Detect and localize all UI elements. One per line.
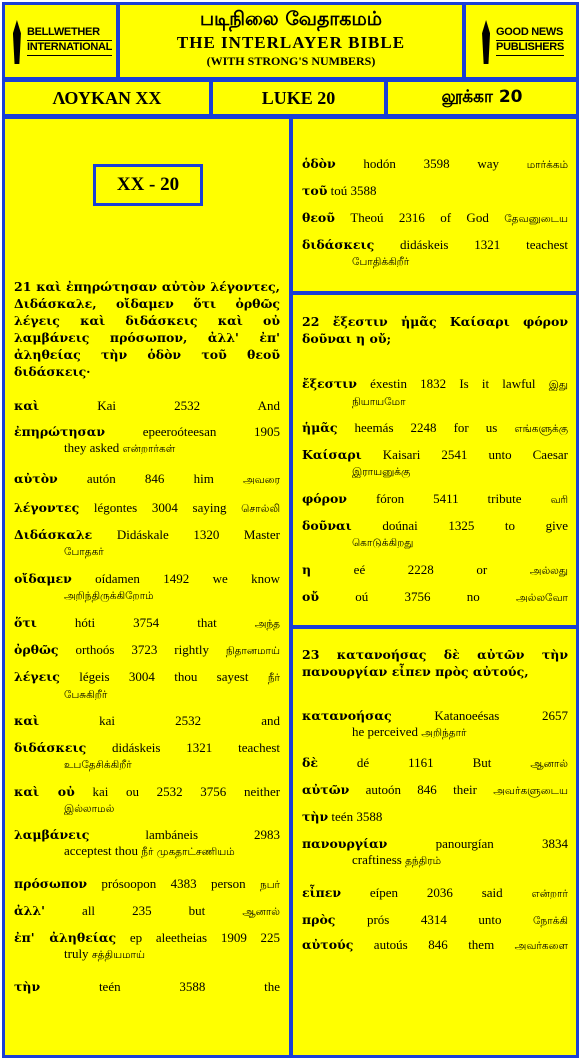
- right-top-entry: [302, 210, 568, 227]
- greek-word: ἔξεστιν: [302, 376, 357, 391]
- transliteration: oídamen: [95, 571, 140, 586]
- tamil-gloss: எங்களுக்கு: [514, 423, 569, 435]
- greek-word: διδάσκεις: [302, 237, 375, 252]
- english-gloss: acceptest thou: [64, 843, 138, 858]
- left-entry: [14, 876, 280, 893]
- left-logo-box: [2, 2, 119, 80]
- english-gloss: neither: [243, 784, 281, 799]
- tamil-gloss: அந்த: [254, 618, 281, 630]
- transliteration: prósoopon: [101, 876, 157, 891]
- left-entry: [14, 827, 280, 860]
- verse-23-text: 23 κατανοήσας δὲ αὐτῶν τὴν πανουργίαν εἶπεν πρὸς αὐτούς,: [302, 647, 568, 679]
- tamil-gloss: போதிக்கிறீர்: [352, 256, 410, 268]
- strong-number: 2248: [410, 420, 437, 435]
- strong-number: 1320: [193, 527, 220, 542]
- right-mid-entry: [302, 376, 568, 410]
- english-gloss: rightly: [174, 642, 209, 657]
- english-gloss: truly: [64, 946, 89, 961]
- english-gloss: or: [476, 562, 488, 577]
- greek-word: δὲ: [302, 755, 318, 770]
- english-gloss: said: [481, 885, 503, 900]
- strong-number: 2657: [542, 708, 569, 723]
- greek-word: πανουργίαν: [302, 836, 388, 851]
- english-gloss: thou sayest: [174, 669, 249, 684]
- gloss-continuation: [302, 534, 568, 551]
- gloss-continuation: [14, 543, 280, 560]
- tamil-gloss: அல்லவோ: [515, 592, 569, 604]
- strong-number: 2532: [174, 398, 201, 413]
- english-gloss: unto Caesar: [488, 447, 569, 462]
- english-gloss: they asked: [64, 440, 120, 455]
- greek-word: θεοῦ: [302, 210, 335, 225]
- tamil-gloss: அறிந்தார்: [421, 727, 467, 739]
- transliteration: didáskeis: [112, 740, 161, 755]
- strong-number: 846: [417, 782, 437, 797]
- strong-number: 2036: [426, 885, 453, 900]
- english-gloss: Is it lawful: [459, 376, 536, 391]
- strong-number: 3834: [542, 836, 569, 851]
- transliteration: hóti: [74, 615, 96, 630]
- tamil-gloss: அறிந்திருக்கிறோம்: [64, 590, 154, 602]
- right-bottom-entry: [302, 809, 568, 825]
- tamil-gloss: நீர் முகதாட்சணியம்: [141, 846, 235, 858]
- gloss-continuation: [14, 440, 280, 457]
- transliteration: hodón: [363, 156, 396, 171]
- good-news-logo: [466, 5, 576, 77]
- english-gloss: of God: [440, 210, 489, 225]
- english-title: THE INTERLAYER BIBLE: [176, 32, 406, 52]
- strong-number: 3588: [179, 979, 206, 994]
- transliteration: éxestin: [370, 376, 407, 391]
- left-entry: [14, 740, 280, 773]
- transliteration: autoón: [365, 782, 401, 797]
- transliteration: autoús: [373, 937, 408, 952]
- right-bottom-entry: [302, 912, 568, 929]
- verse-21-text: 21 καὶ ἐπηρώτησαν αὐτὸν λέγοντες, Διδάσκαλε, οἴδαμεν ὅτι ὀρθῶς λέγεις καὶ διδάσκεις καὶ οὐ λαμβάνεις πρόσωπον, ἀλλ' ἐπ' ἀληθείας τὴν ὁδὸν τοῦ θεοῦ διδάσκεις·: [14, 279, 280, 379]
- left-entry: [14, 527, 280, 560]
- transliteration: Katanoeésas: [434, 708, 500, 723]
- bellwether-logo: [5, 5, 116, 77]
- greek-word: λέγοντες: [14, 500, 80, 515]
- transliteration: doúnai: [382, 518, 418, 533]
- gloss-continuation: [14, 843, 280, 860]
- right-bottom-entry: [302, 782, 568, 799]
- greek-word: διδάσκεις: [14, 740, 87, 755]
- right-bottom-entry: [302, 885, 568, 902]
- greek-word: ἐπ' ἀληθείας: [14, 930, 117, 945]
- greek-word: ὁδὸν: [302, 156, 336, 171]
- transliteration: teén: [98, 979, 121, 994]
- english-gloss: person: [210, 876, 246, 891]
- transliteration: didáskeis: [400, 237, 449, 252]
- tamil-gloss: கொடுக்கிறது: [352, 537, 414, 549]
- strong-number: 3588: [350, 183, 377, 198]
- gloss-continuation: [14, 686, 280, 703]
- gloss-continuation: [302, 852, 568, 869]
- english-gloss: saying: [192, 500, 227, 515]
- transliteration: légeis: [79, 669, 110, 684]
- left-entry: [14, 471, 280, 488]
- greek-word: ὅτι: [14, 615, 37, 630]
- bellwether-icon: [9, 16, 25, 66]
- transliteration: Didáskale: [116, 527, 169, 542]
- gloss-continuation: [302, 724, 568, 741]
- strong-number: 3588: [356, 809, 383, 824]
- english-gloss: teachest: [526, 237, 569, 252]
- gloss-continuation: [14, 800, 280, 817]
- strong-number: 1492: [163, 571, 190, 586]
- strong-number: 846: [428, 937, 448, 952]
- strong-number: 4314: [420, 912, 447, 927]
- right-logo-line-2: PUBLISHERS: [496, 41, 564, 56]
- good-news-icon: [478, 16, 494, 66]
- greek-word: λαμβάνεις: [14, 827, 90, 842]
- english-gloss: and: [261, 713, 280, 728]
- transliteration: toú: [330, 183, 348, 198]
- right-logo-line-1: GOOD NEWS: [496, 26, 564, 41]
- gloss-continuation: [14, 946, 280, 963]
- right-top-entry: [302, 183, 568, 199]
- book-tamil-box: [385, 79, 579, 117]
- left-logo-line-2: INTERNATIONAL: [27, 41, 112, 56]
- transliteration: heemás: [354, 420, 394, 435]
- greek-word: Διδάσκαλε: [14, 527, 93, 542]
- greek-word: τὴν: [14, 979, 41, 994]
- right-top-entry: [302, 237, 568, 270]
- transliteration: Theoú: [350, 210, 384, 225]
- greek-word: οἴδαμεν: [14, 571, 72, 586]
- strong-number: 3756: [404, 589, 431, 604]
- left-logo-line-1: BELLWETHER: [27, 26, 112, 41]
- right-mid-entry: [302, 562, 568, 579]
- tamil-gloss: நியாயமோ: [352, 396, 406, 408]
- left-entry: [14, 713, 280, 729]
- tamil-title: படிநிலை வேதாகமம்: [199, 8, 383, 30]
- strong-number: 1905: [254, 424, 280, 439]
- right-mid-entry: [302, 589, 568, 606]
- tamil-gloss: தந்திரம்: [405, 855, 442, 867]
- transliteration: teén: [331, 809, 354, 824]
- greek-word: καὶ οὐ: [14, 784, 75, 799]
- english-gloss: unto: [478, 912, 502, 927]
- greek-word: πρὸς: [302, 912, 336, 927]
- english-gloss: And: [257, 398, 281, 413]
- english-gloss: craftiness: [352, 852, 402, 867]
- left-entry: [14, 903, 280, 920]
- transliteration: kai: [99, 713, 116, 728]
- strong-number: 2228: [407, 562, 434, 577]
- strong-number: 2983: [254, 827, 281, 842]
- english-gloss: teachest: [238, 740, 281, 755]
- tamil-gloss: நிதானமாய்: [225, 645, 281, 657]
- english-gloss: But: [472, 755, 492, 770]
- left-entry: [14, 615, 280, 632]
- english-gloss: tribute: [487, 491, 522, 506]
- strong-number: 2541: [441, 447, 468, 462]
- transliteration: légontes: [93, 500, 138, 515]
- left-entry: [14, 398, 280, 414]
- gloss-continuation: [302, 393, 568, 410]
- tamil-gloss: அல்லது: [529, 565, 569, 577]
- tamil-gloss: சத்தியமாய்: [91, 949, 146, 961]
- greek-word: αὐτὸν: [14, 471, 58, 486]
- greek-word: η: [302, 562, 312, 577]
- strong-number: 5411: [433, 491, 459, 506]
- strong-number: 3004: [128, 669, 155, 684]
- book-greek-box: [2, 79, 212, 117]
- strong-number: 1832: [420, 376, 447, 391]
- greek-word: κατανοήσας: [302, 708, 392, 723]
- greek-word: ἀλλ': [14, 903, 45, 918]
- gloss-continuation: [14, 756, 280, 773]
- strong-number: 1321: [186, 740, 213, 755]
- tamil-gloss: நோக்கி: [533, 915, 568, 927]
- tamil-gloss: என்றார்கள்: [122, 443, 176, 455]
- right-mid-entry: [302, 420, 568, 437]
- transliteration: ep aleetheias: [129, 930, 208, 945]
- tamil-gloss: நபர்: [259, 879, 280, 891]
- greek-word: δοῦναι: [302, 518, 352, 533]
- strong-number: 3004: [151, 500, 178, 515]
- right-bottom-entry: [302, 755, 568, 772]
- right-logo-box: [463, 2, 579, 80]
- greek-word: οὔ: [302, 589, 320, 604]
- english-gloss: no: [466, 589, 480, 604]
- transliteration: lambáneis: [145, 827, 199, 842]
- greek-word: πρόσωπον: [14, 876, 88, 891]
- tamil-gloss: சொல்லி: [241, 503, 281, 515]
- transliteration: Kai: [97, 398, 116, 413]
- tamil-gloss: ஆனால்: [242, 906, 281, 918]
- greek-word: Καίσαρι: [302, 447, 362, 462]
- gloss-continuation: [302, 253, 568, 270]
- greek-word: καὶ: [14, 398, 40, 413]
- strong-number: 2532: [175, 713, 202, 728]
- tamil-gloss: தேவனுடைய: [504, 213, 569, 225]
- transliteration: dé: [356, 755, 370, 770]
- greek-word: αὐτῶν: [302, 782, 350, 797]
- book-tamil: லூக்கா 20: [441, 87, 523, 107]
- tamil-gloss: பேசுகிறீர்: [64, 689, 108, 701]
- strong-number: 2532 3756: [156, 784, 227, 799]
- transliteration: eé: [353, 562, 366, 577]
- right-top-entry: [302, 156, 568, 173]
- gloss-continuation: [302, 463, 568, 480]
- greek-word: ὀρθῶς: [14, 642, 59, 657]
- left-entry: [14, 669, 280, 703]
- transliteration: kai ou: [92, 784, 139, 799]
- tamil-gloss: நீர்: [267, 672, 281, 684]
- strong-number: 3754: [133, 615, 160, 630]
- greek-word: τοῦ: [302, 183, 328, 198]
- strong-number: 846: [144, 471, 165, 486]
- english-gloss: that: [197, 615, 217, 630]
- english-gloss: their: [453, 782, 477, 797]
- tamil-gloss: இல்லாமல்: [64, 803, 115, 815]
- strong-number: 1321: [474, 237, 501, 252]
- tamil-gloss: போதகர்: [64, 546, 104, 558]
- left-entry: [14, 930, 280, 963]
- book-english: LUKE 20: [261, 87, 336, 108]
- greek-word: αὐτούς: [302, 937, 354, 952]
- subtitle: (WITH STRONG'S NUMBERS): [206, 53, 376, 68]
- strong-number: 235: [132, 903, 152, 918]
- title-box: [117, 2, 465, 80]
- greek-word: ἐπηρώτησαν: [14, 424, 106, 439]
- right-mid-entry: [302, 491, 568, 508]
- tamil-gloss: உபதேசிக்கிறீர்: [64, 759, 132, 771]
- left-entry: [14, 979, 280, 995]
- transliteration: autón: [86, 471, 116, 486]
- transliteration: orthoós: [75, 642, 115, 657]
- strong-number: 4383: [170, 876, 197, 891]
- english-gloss: Master: [243, 527, 281, 542]
- tamil-gloss: அவர்களுடைய: [493, 785, 569, 797]
- greek-word: καὶ: [14, 713, 40, 728]
- greek-word: λέγεις: [14, 669, 60, 684]
- english-gloss: to give: [504, 518, 569, 533]
- left-entry: [14, 642, 280, 659]
- greek-word: τὴν: [302, 809, 329, 824]
- strong-number: 3723: [131, 642, 158, 657]
- tamil-gloss: அவர்களை: [514, 940, 568, 952]
- english-gloss: him: [193, 471, 214, 486]
- verse-reference: XX - 20: [93, 164, 203, 206]
- right-mid-entry: [302, 518, 568, 551]
- greek-word: φόρον: [302, 491, 347, 506]
- tamil-gloss: இராயனுக்கு: [352, 466, 411, 478]
- greek-word: ἡμᾶς: [302, 420, 338, 435]
- tamil-gloss: அவரை: [242, 474, 281, 486]
- left-entry: [14, 500, 280, 517]
- transliteration: fóron: [375, 491, 405, 506]
- right-bottom-entry: [302, 937, 568, 954]
- tamil-gloss: ஆனால்: [530, 758, 569, 770]
- tamil-gloss: மார்க்கம்: [526, 159, 569, 171]
- strong-number: 2316: [398, 210, 425, 225]
- transliteration: oú: [355, 589, 369, 604]
- strong-number: 1161: [408, 755, 434, 770]
- strong-number: 1325: [448, 518, 475, 533]
- transliteration: eípen: [369, 885, 399, 900]
- tamil-gloss: வரி: [550, 494, 569, 506]
- left-entry: [14, 571, 280, 604]
- transliteration: prós: [366, 912, 390, 927]
- left-entry: [14, 424, 280, 457]
- gloss-continuation: [14, 587, 280, 604]
- transliteration: panourgían: [435, 836, 494, 851]
- strong-number: 3598: [423, 156, 450, 171]
- right-bottom-entry: [302, 708, 568, 741]
- tamil-gloss: இது: [548, 379, 569, 391]
- right-mid-entry: [302, 447, 568, 480]
- tamil-gloss: என்றார்: [531, 888, 568, 900]
- verse-22-text: 22 ἔξεστιν ἡμᾶς Καίσαρι φόρον δοῦναι η οὔ;: [302, 314, 568, 346]
- english-gloss: we know: [212, 571, 281, 586]
- strong-number: 1909 225: [220, 930, 281, 945]
- greek-word: εἶπεν: [302, 885, 342, 900]
- transliteration: epeeroóteesan: [142, 424, 217, 439]
- english-gloss: for us: [453, 420, 498, 435]
- book-greek: ΛΟΥΚΑΝ XX: [52, 87, 162, 108]
- left-entry: [14, 784, 280, 817]
- english-gloss: the: [264, 979, 281, 994]
- english-gloss: but: [188, 903, 206, 918]
- right-bottom-entry: [302, 836, 568, 869]
- english-gloss: them: [468, 937, 495, 952]
- book-english-box: [210, 79, 387, 117]
- english-gloss: he perceived: [352, 724, 419, 739]
- transliteration: Kaisari: [382, 447, 421, 462]
- english-gloss: way: [477, 156, 500, 171]
- transliteration: all: [82, 903, 96, 918]
